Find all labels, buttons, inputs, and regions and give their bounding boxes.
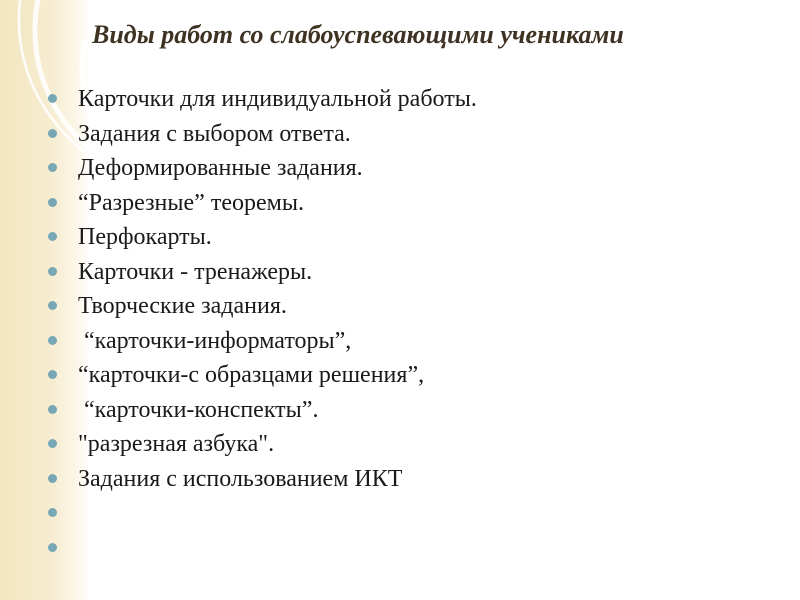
bullet-dot-icon <box>48 439 57 448</box>
list-item-text: “карточки-информаторы”, <box>78 327 352 354</box>
list-item-text: Карточки для индивидуальной работы. <box>78 86 477 112</box>
list-item <box>48 324 748 359</box>
list-item-text: “карточки-конспекты”. <box>78 396 319 423</box>
list-item-text: Перфокарты. <box>78 224 212 250</box>
list-item-text: Карточки - тренажеры. <box>78 258 313 285</box>
bullet-dot-icon <box>48 163 57 172</box>
list-item <box>48 531 748 566</box>
list-item <box>48 186 748 221</box>
list-item <box>48 151 748 186</box>
slide-title: Виды работ со слабоуспевающими учениками <box>92 20 624 49</box>
list-item <box>48 462 748 497</box>
list-item <box>48 117 748 152</box>
bullet-dot-icon <box>48 405 57 414</box>
bullet-dot-icon <box>48 370 57 379</box>
bullet-dot-icon <box>48 94 57 103</box>
bullet-dot-icon <box>48 336 57 345</box>
list-item <box>48 393 748 428</box>
bullet-list <box>48 82 748 565</box>
list-item <box>48 255 748 290</box>
bullet-dot-icon <box>48 232 57 241</box>
bullet-dot-icon <box>48 198 57 207</box>
list-item <box>48 289 748 324</box>
bullet-dot-icon <box>48 508 57 517</box>
bullet-dot-icon <box>48 301 57 310</box>
bullet-dot-icon <box>48 267 57 276</box>
list-item <box>48 220 748 255</box>
list-item-text: Деформированные задания. <box>78 155 363 181</box>
list-item <box>48 358 748 393</box>
list-item <box>48 496 748 531</box>
list-item-text: “Разрезные” теоремы. <box>78 189 304 216</box>
bullet-dot-icon <box>48 474 57 483</box>
bullet-dot-icon <box>48 129 57 138</box>
bullet-dot-icon <box>48 543 57 552</box>
list-item <box>48 82 748 117</box>
list-item-text: "разрезная азбука". <box>78 431 275 457</box>
list-item-text: “карточки-с образцами решения”, <box>78 362 425 388</box>
list-item-text: Творческие задания. <box>78 293 287 319</box>
list-item-text: Задания с выбором ответа. <box>78 120 351 147</box>
list-item-text: Задания с использованием ИКТ <box>78 465 403 492</box>
list-item <box>48 427 748 462</box>
